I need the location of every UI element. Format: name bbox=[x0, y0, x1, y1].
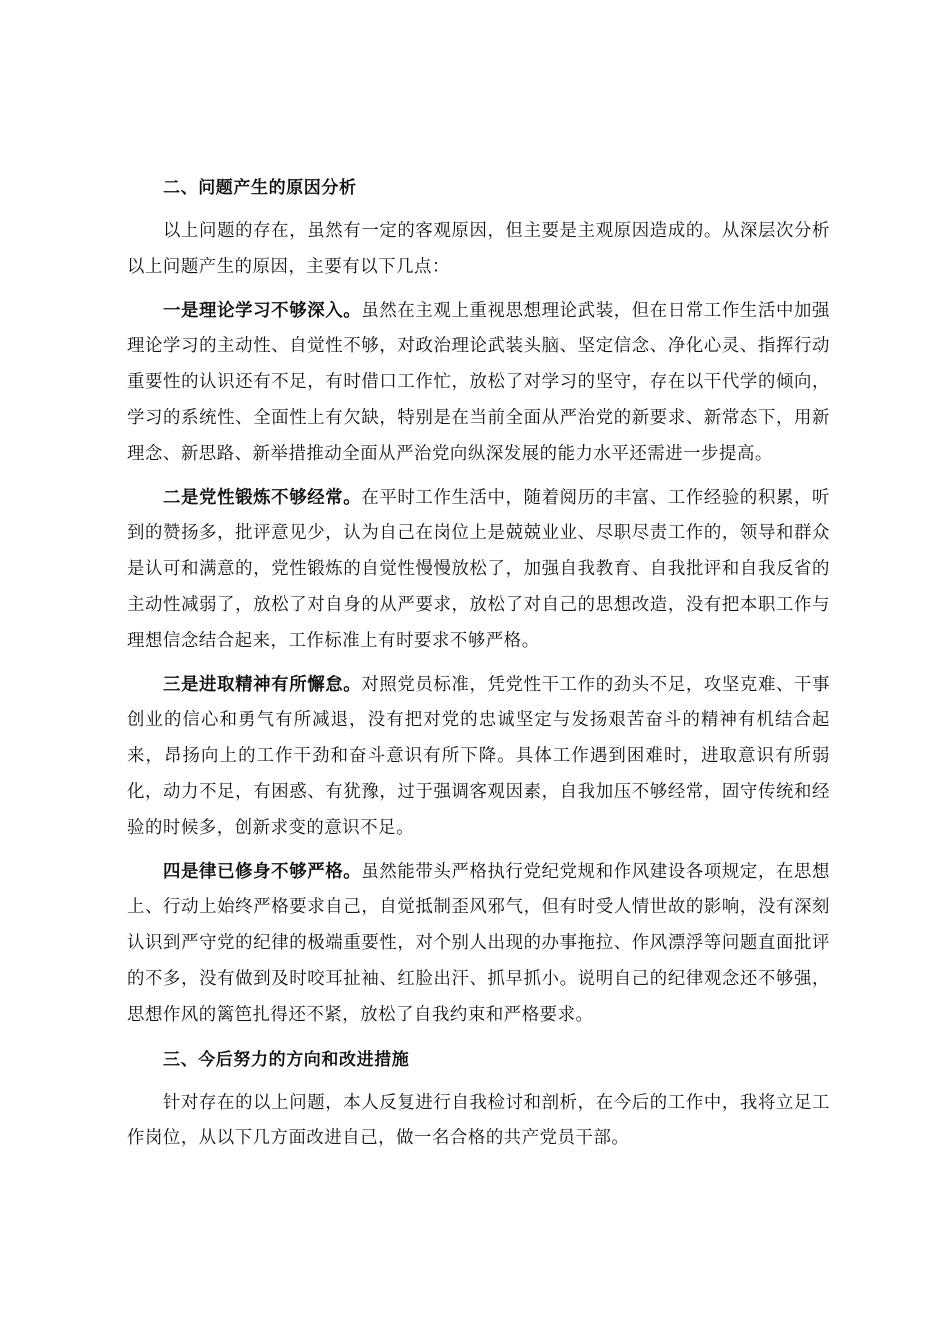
cause-lead-3: 三是进取精神有所懈怠。 bbox=[163, 674, 362, 695]
section-heading-improvements: 三、今后努力的方向和改进措施 bbox=[163, 1049, 410, 1070]
cause-paragraph-1 bbox=[127, 294, 830, 473]
cause-body-3: 对照党员标准，凭党性干工作的劲头不足，攻坚克难、干事创业的信心和勇气有所减退，没有把对党的忠诚坚定与发扬艰苦奋斗的精神有机结合起来，昂扬向上的工作干劲和奋斗意识有所下降。具体工作遇到困难时，进取意识有所弱化，动力不足，有困惑、有犹豫，过于强调客观因素，自我加压不够经常，固守传统和经验的时候多，创新求变的意识不足。 bbox=[127, 674, 830, 838]
cause-lead-2: 二是党性锻炼不够经常。 bbox=[163, 487, 362, 508]
cause-lead-1: 一是理论学习不够深入。 bbox=[163, 300, 362, 321]
document-page bbox=[127, 170, 830, 1165]
cause-paragraph-3 bbox=[127, 668, 830, 847]
section-heading-causes: 二、问题产生的原因分析 bbox=[163, 178, 357, 198]
cause-paragraph-2 bbox=[127, 481, 830, 660]
cause-body-2: 在平时工作生活中，随着阅历的丰富、工作经验的积累，听到的赞扬多，批评意见少，认为自己在岗位上是兢兢业业、尽职尽责工作的，领导和群众是认可和满意的，党性锻炼的自觉性慢慢放松了，加强自我教育、自我批评和自我反省的主动性减弱了，放松了对自身的从严要求，放松了对自己的思想改造，没有把本职工作与理想信念结合起来，工作标准上有时要求不够严格。 bbox=[127, 487, 830, 651]
improvements-intro-paragraph: 针对存在的以上问题，本人反复进行自我检讨和剖析，在今后的工作中，我将立足工作岗位，从以下几方面改进自己，做一名合格的共产党员干部。 bbox=[127, 1092, 830, 1149]
cause-body-1: 虽然在主观上重视思想理论武装，但在日常工作生活中加强理论学习的主动性、自觉性不够，对政治理论武装头脑、坚定信念、净化心灵、指挥行动重要性的认识还有不足，有时借口工作忙，放松了对学习的坚守，存在以干代学的倾向，学习的系统性、全面性上有欠缺，特别是在当前全面从严治党的新要求、新常态下，用新理念、新思路、新举措推动全面从严治党向纵深发展的能力水平还需进一步提高。 bbox=[127, 300, 830, 464]
causes-intro-paragraph: 以上问题的存在，虽然有一定的客观原因，但主要是主观原因造成的。从深层次分析以上问题产生的原因，主要有以下几点： bbox=[127, 221, 830, 277]
cause-lead-4: 四是律已修身不够严格。 bbox=[163, 861, 362, 882]
cause-body-4: 虽然能带头严格执行党纪党规和作风建设各项规定，在思想上、行动上始终严格要求自己，自觉抵制歪风邪气，但有时受人情世故的影响，没有深刻认识到严守党的纪律的极端重要性，对个别人出现的办事拖拉、作风漂浮等问题直面批评的不多，没有做到及时咬耳扯袖、红脸出汗、抓早抓小。说明自己的纪律观念还不够强，思想作风的篱笆扎得还不紧，放松了自我约束和严格要求。 bbox=[127, 861, 830, 1025]
cause-paragraph-4 bbox=[127, 855, 830, 1034]
